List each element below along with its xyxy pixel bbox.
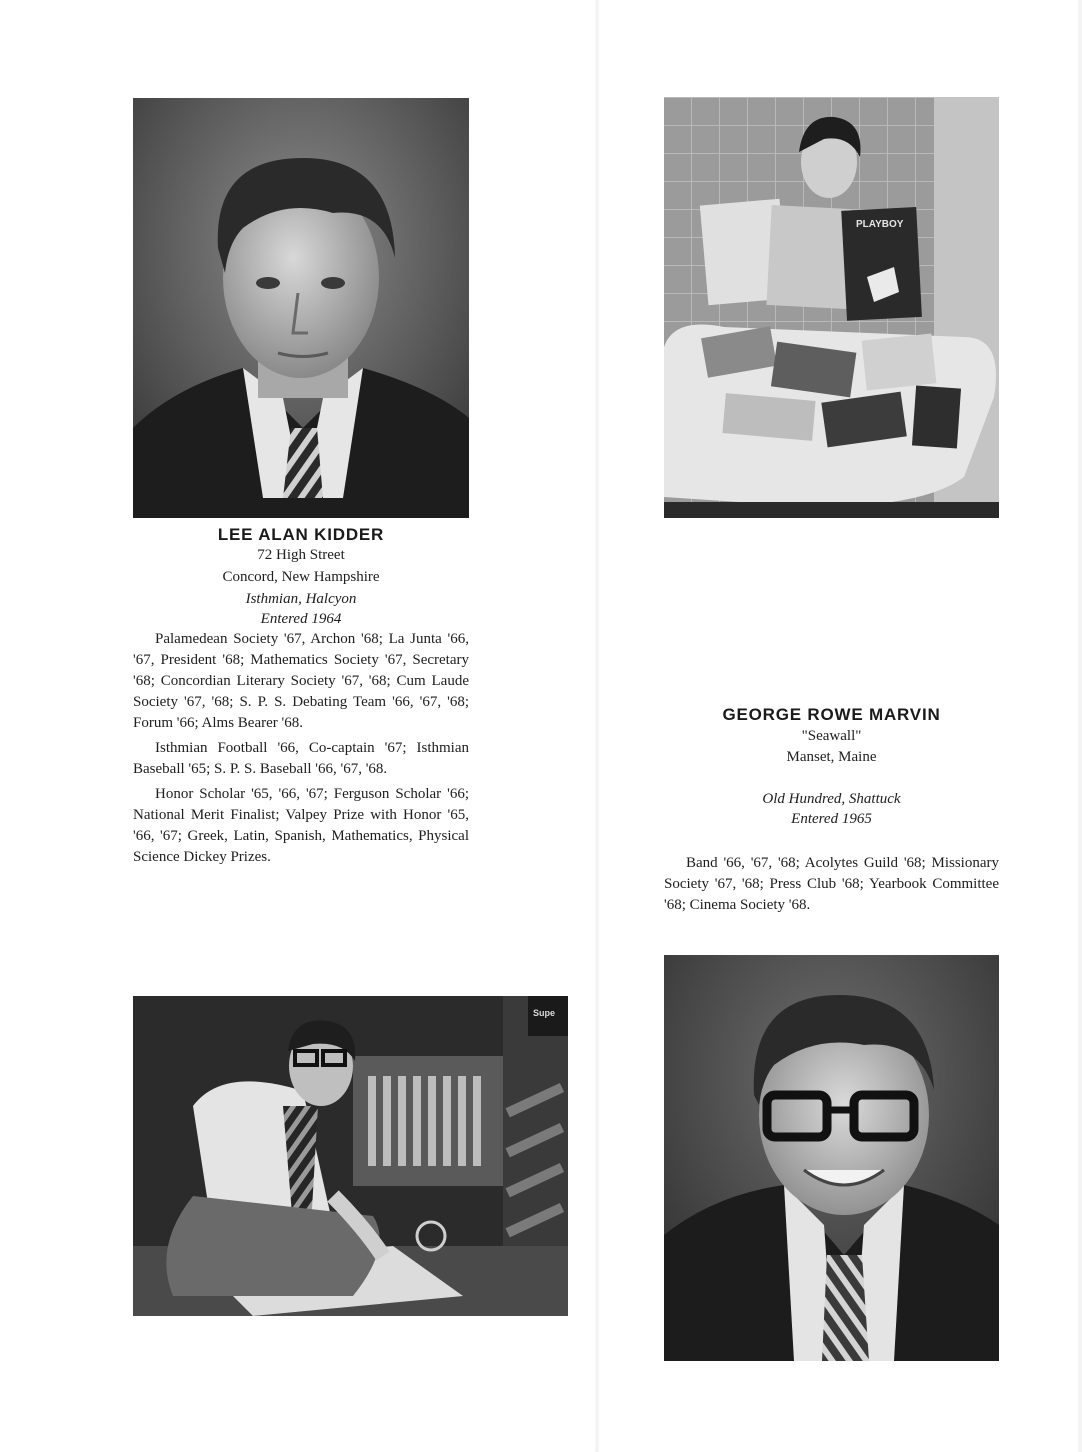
athletics-paragraph: Isthmian Football '66, Co-captain '67; Isthmian Baseball '65; S. P. S. Baseball '66, '67, '68. (133, 740, 469, 777)
activities-text-marvin (664, 853, 999, 920)
page-edge (1078, 0, 1082, 1452)
entered-line: Entered 1964 (260, 611, 342, 627)
clubs-line: Isthmian, Halcyon (245, 591, 357, 607)
entered-line-marvin: Entered 1965 (791, 811, 872, 827)
clubs-line-marvin: Old Hundred, Shattuck (762, 791, 901, 807)
page-fold (594, 0, 600, 1452)
city-line-marvin: Manset, Maine (786, 749, 877, 765)
nickname-line: "Seawall" (801, 728, 862, 744)
student-name-marvin: GEORGE ROWE MARVIN (722, 705, 941, 724)
address-line: 72 High Street (257, 547, 345, 563)
magazine-title: PLAYBOY (856, 219, 904, 230)
activities-text-kidder (133, 629, 469, 872)
portrait-photo-kidder (133, 98, 469, 518)
candid-photo-kidder (133, 996, 568, 1316)
honors-paragraph: Honor Scholar '65, '66, '67; Ferguson Scholar '66; National Merit Finalist; Valpey Prize with Honor '65, '66, '67; Greek, Latin, Spanish, Mathematics, Physical Science Dickey Prizes. (133, 786, 469, 865)
sign-text: Supe (533, 1008, 556, 1018)
city-line: Concord, New Hampshire (222, 569, 380, 585)
candid-photo-marvin-bathtub (664, 97, 999, 518)
portrait-photo-marvin (664, 955, 999, 1361)
student-name-kidder: LEE ALAN KIDDER (217, 525, 385, 544)
activities-paragraph-marvin: Band '66, '67, '68; Acolytes Guild '68; Missionary Society '67, '68; Press Club '68; Yearbook Committee '68; Cinema Society '68. (664, 855, 999, 913)
activities-paragraph: Palamedean Society '67, Archon '68; La Junta '66, '67, President '68; Mathematics Society '67, Secretary '68; Concordian Literary Society '67, '68; Cum Laude Society '67, '68; S. P. S. Debating Team '66, '67, '68; Forum '66; Alms Bearer '68. (133, 631, 469, 731)
